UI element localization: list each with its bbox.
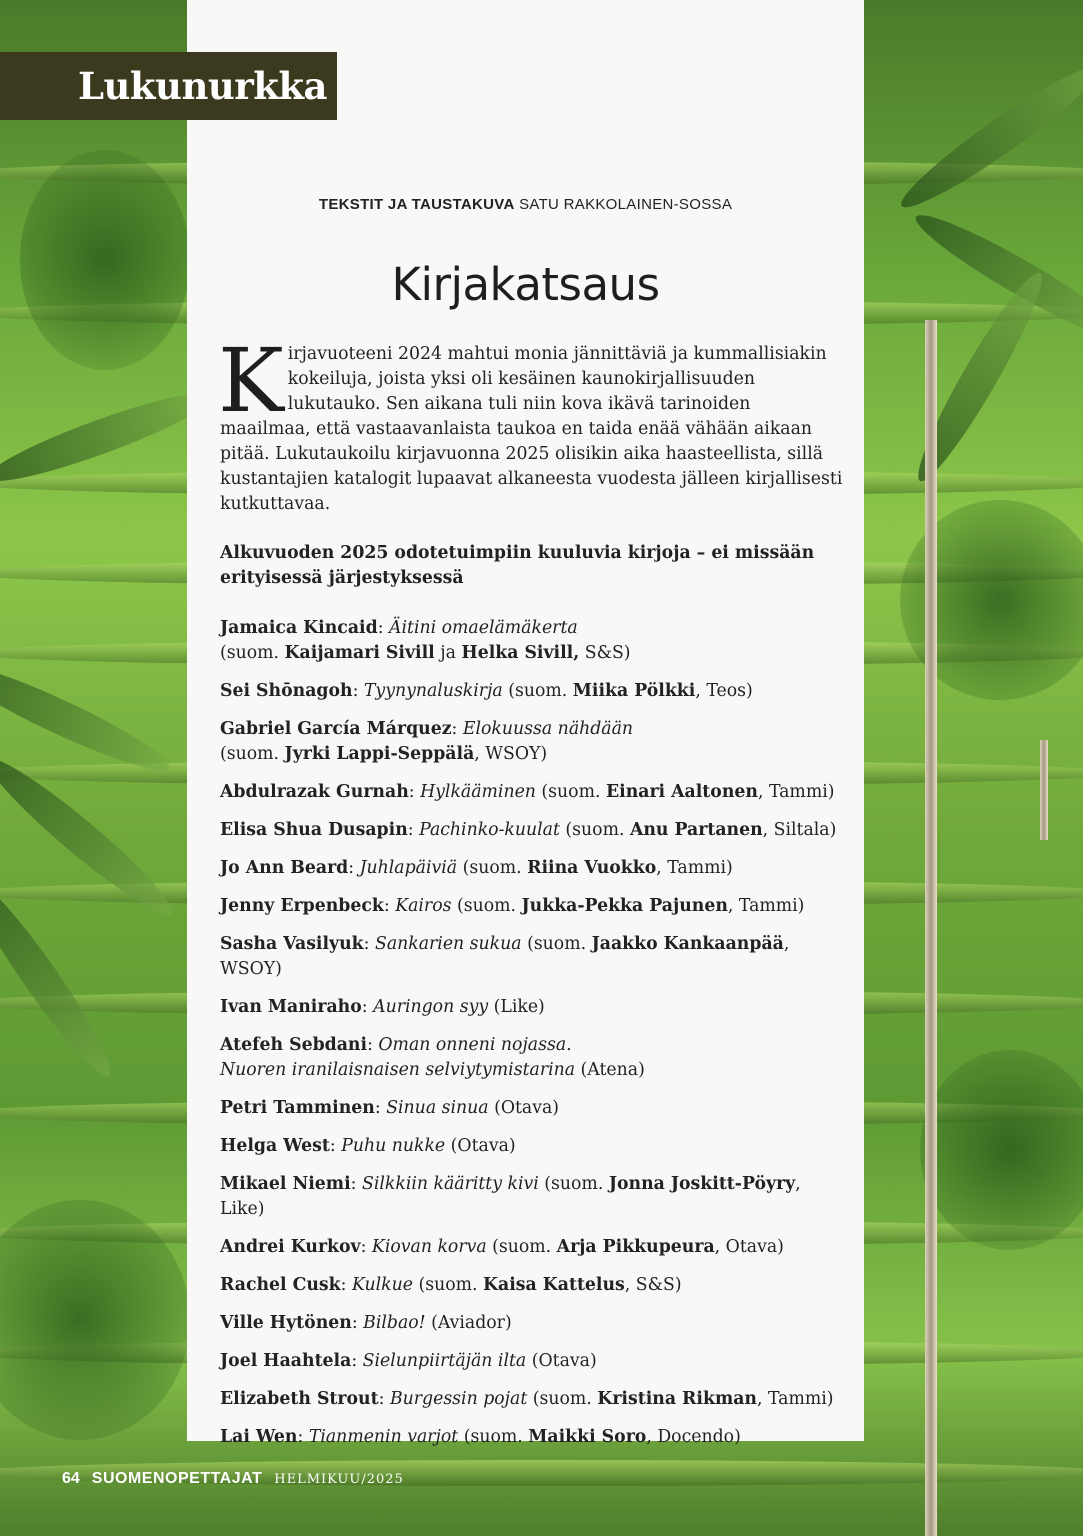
book-item: Andrei Kurkov: Kiovan korva (suom. Arja Pikkupeura, Otava) xyxy=(220,1237,784,1257)
book-translator: Anu Partanen xyxy=(629,820,763,840)
book-translator: Kristina Rikman xyxy=(597,1389,757,1409)
book-author: Petri Tamminen xyxy=(220,1098,375,1118)
book-author: Gabriel García Márquez xyxy=(220,719,452,739)
book-publisher: (Aviador) xyxy=(425,1313,512,1333)
book-author: Rachel Cusk xyxy=(220,1275,341,1295)
book-translator: Miika Pölkki xyxy=(572,681,696,701)
book-title: Sielunpiirtäjän ilta xyxy=(362,1351,527,1371)
book-item: Mikael Niemi: Silkkiin kääritty kivi (suom. Jonna Joskitt-Pöyry, Like) xyxy=(220,1174,801,1219)
book-title: Pachinko-kuulat xyxy=(419,820,560,840)
book-author: Sei Shōnagoh xyxy=(220,681,353,701)
book-title: Silkkiin kääritty kivi xyxy=(361,1174,539,1194)
book-author: Joel Haahtela xyxy=(220,1351,352,1371)
byline-author: SATU RAKKOLAINEN-SOSSA xyxy=(519,196,733,213)
book-title: Nuoren iranilaisnaisen selviytymistarina xyxy=(220,1060,576,1080)
page-footer xyxy=(62,1470,404,1488)
book-item: Rachel Cusk: Kulkue (suom. Kaisa Kattelus, S&S) xyxy=(220,1275,682,1295)
book-publisher: , Tammi) xyxy=(727,896,805,916)
book-item: Jenny Erpenbeck: Kairos (suom. Jukka-Pekka Pajunen, Tammi) xyxy=(220,896,805,916)
book-title: Tianmenin varjot xyxy=(308,1427,459,1447)
book-translator: Maikki Soro xyxy=(528,1427,647,1447)
book-list xyxy=(220,616,845,1463)
book-author: Andrei Kurkov xyxy=(220,1237,361,1257)
article-panel xyxy=(187,0,864,1447)
book-author: Atefeh Sebdani xyxy=(220,1035,368,1055)
book-translator: Arja Pikkupeura xyxy=(556,1237,715,1257)
book-item: Elizabeth Strout: Burgessin pojat (suom. Kristina Rikman, Tammi) xyxy=(220,1389,834,1409)
book-item: Helga West: Puhu nukke (Otava) xyxy=(220,1136,516,1156)
book-title: Puhu nukke xyxy=(341,1136,446,1156)
book-publisher: , WSOY) xyxy=(220,934,790,979)
book-item: Lai Wen: Tianmenin varjot (suom. Maikki Soro, Docendo) xyxy=(220,1427,741,1447)
book-title: Kairos xyxy=(395,896,452,916)
book-author: Elizabeth Strout xyxy=(220,1389,379,1409)
book-translator: Kaisa Kattelus xyxy=(483,1275,625,1295)
issue-date: HELMIKUU/2025 xyxy=(274,1472,404,1487)
book-publisher: , Teos) xyxy=(695,681,753,701)
book-publisher: , Siltala) xyxy=(762,820,837,840)
intro-paragraph xyxy=(218,329,845,517)
book-title: Auringon syy xyxy=(373,997,489,1017)
book-author: Ville Hytönen xyxy=(220,1313,352,1333)
book-item: Elisa Shua Dusapin: Pachinko-kuulat (suom. Anu Partanen, Siltala) xyxy=(220,820,837,840)
page-number: 64 xyxy=(62,1470,80,1487)
book-translator: Jyrki Lappi-Seppälä xyxy=(284,744,475,764)
book-title: Sinua sinua xyxy=(386,1098,489,1118)
book-publisher: , WSOY) xyxy=(474,744,548,764)
book-title: Kulkue xyxy=(351,1275,413,1295)
book-publisher: S&S) xyxy=(579,643,631,663)
book-author: Sasha Vasilyuk xyxy=(220,934,364,954)
book-item: Jo Ann Beard: Juhlapäiviä (suom. Riina Vuokko, Tammi) xyxy=(220,858,733,878)
book-item: Ivan Maniraho: Auringon syy (Like) xyxy=(220,997,545,1017)
book-item: Joel Haahtela: Sielunpiirtäjän ilta (Otava) xyxy=(220,1351,597,1371)
book-title: Burgessin pojat xyxy=(389,1389,528,1409)
book-publisher: , Otava) xyxy=(714,1237,784,1257)
book-publisher: , Tammi) xyxy=(656,858,733,878)
book-translator: Kaijamari Sivill xyxy=(284,643,435,663)
book-title: Bilbao! xyxy=(363,1313,426,1333)
book-translator: Jaakko Kankaanpää xyxy=(591,934,784,954)
book-title: Äitini omaelämäkerta xyxy=(389,618,578,638)
book-title: Elokuussa nähdään xyxy=(462,719,634,739)
book-title: Oman onneni nojassa. xyxy=(378,1035,572,1055)
book-title: Kiovan korva xyxy=(371,1237,487,1257)
book-author: Abdulrazak Gurnah xyxy=(220,782,409,802)
book-author: Lai Wen xyxy=(220,1427,298,1447)
book-author: Ivan Maniraho xyxy=(220,997,362,1017)
section-tag: Lukunurkka xyxy=(0,52,337,120)
book-publisher: , Tammi) xyxy=(757,1389,834,1409)
book-translator: Riina Vuokko xyxy=(527,858,657,878)
book-publisher: (Atena) xyxy=(575,1060,645,1080)
book-item: Petri Tamminen: Sinua sinua (Otava) xyxy=(220,1098,560,1118)
book-item: Ville Hytönen: Bilbao! (Aviador) xyxy=(220,1313,512,1333)
book-translator: Jukka-Pekka Pajunen xyxy=(521,896,728,916)
intro-text: irjavuoteeni 2024 mahtui monia jännittäviä ja kummallisiakin kokeiluja, joista yksi oli kesäinen kaunokirjallisuuden lukutauko. Sen aikana tuli niin kova ikävä tarinoiden maailmaa, että vastaavanlaista taukoa en taida enää vähään aikaan pitää. Lukutaukoilu kirjavuonna 2025 olisikin aika haasteellista, sillä kustantajien katalogit lupaavat alkaneesta vuodesta jälleen kirjallisesti kutkuttavaa. xyxy=(220,344,843,514)
book-item: Gabriel García Márquez: Elokuussa nähdään (suom. Jyrki Lappi-Seppälä, WSOY) xyxy=(220,719,634,764)
list-heading: Alkuvuoden 2025 odotetuimpiin kuuluvia kirjoja – ei missään erityisessä järjestyksessä xyxy=(220,543,815,588)
book-translator: Helka Sivill, xyxy=(461,643,580,663)
byline xyxy=(187,196,864,213)
book-author: Jenny Erpenbeck xyxy=(220,896,384,916)
book-author: Helga West xyxy=(220,1136,330,1156)
book-author: Mikael Niemi xyxy=(220,1174,351,1194)
book-publisher: (Otava) xyxy=(445,1136,516,1156)
book-publisher: , Like) xyxy=(220,1174,801,1219)
book-author: Jamaica Kincaid xyxy=(220,618,378,638)
book-title: Hylkääminen xyxy=(420,782,536,802)
book-author: Elisa Shua Dusapin xyxy=(220,820,408,840)
book-author: Jo Ann Beard xyxy=(220,858,349,878)
book-title: Tyynynaluskirja xyxy=(363,681,503,701)
byline-label: TEKSTIT JA TAUSTAKUVA xyxy=(318,196,515,213)
drop-cap: K xyxy=(218,329,284,432)
book-translator: Einari Aaltonen xyxy=(605,782,758,802)
book-publisher: , Docendo) xyxy=(646,1427,741,1447)
book-item: Sei Shōnagoh: Tyynynaluskirja (suom. Miika Pölkki, Teos) xyxy=(220,681,753,701)
book-item: Atefeh Sebdani: Oman onneni nojassa. Nuoren iranilaisnaisen selviytymistarina (Atena) xyxy=(220,1035,645,1080)
article-title: Kirjakatsaus xyxy=(391,258,660,311)
book-publisher: , S&S) xyxy=(624,1275,682,1295)
book-translator: Jonna Joskitt-Pöyry xyxy=(608,1174,796,1194)
book-publisher: (Otava) xyxy=(526,1351,597,1371)
book-publisher: (Like) xyxy=(488,997,545,1017)
magazine-name: SUOMENOPETTAJAT xyxy=(91,1470,263,1487)
book-item: Jamaica Kincaid: Äitini omaelämäkerta (suom. Kaijamari Sivill ja Helka Sivill, S&S) xyxy=(220,618,631,663)
book-title: Juhlapäiviä xyxy=(359,858,458,878)
book-item: Sasha Vasilyuk: Sankarien sukua (suom. Jaakko Kankaanpää, WSOY) xyxy=(220,934,790,979)
book-title: Sankarien sukua xyxy=(374,934,522,954)
book-publisher: , Tammi) xyxy=(757,782,835,802)
book-publisher: (Otava) xyxy=(488,1098,560,1118)
book-item: Abdulrazak Gurnah: Hylkääminen (suom. Einari Aaltonen, Tammi) xyxy=(220,782,835,802)
